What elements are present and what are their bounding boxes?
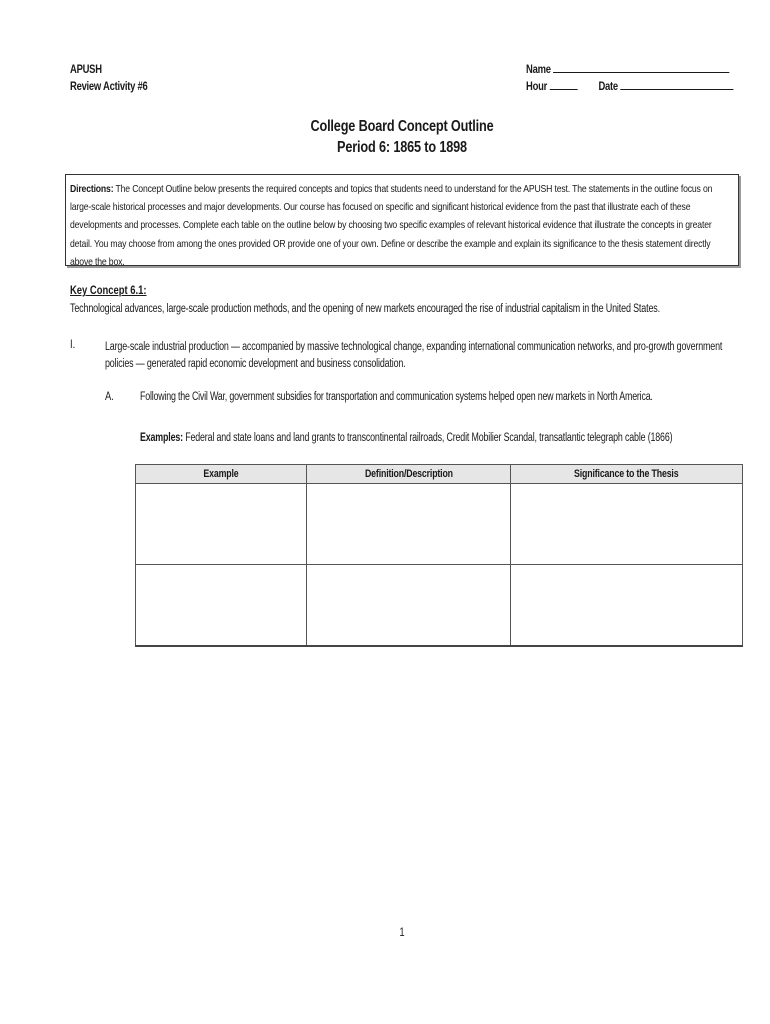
name-label: Name (526, 64, 551, 76)
cell-example-1[interactable] (136, 484, 307, 565)
cell-definition-2[interactable] (306, 565, 511, 647)
examples-line (140, 432, 672, 444)
hour-date-line (526, 79, 733, 96)
header-right (526, 62, 733, 96)
header-example: Example (136, 465, 307, 484)
cell-definition-1[interactable] (306, 484, 511, 565)
header-significance: Significance to the Thesis (511, 465, 743, 484)
cell-example-2[interactable] (136, 565, 307, 647)
key-concept-text: Technological advances, large-scale production methods, and the opening of new markets encouraged the rise of industrial capitalism in the United States. (70, 303, 660, 315)
document-title (72, 116, 731, 158)
hour-blank[interactable] (549, 79, 577, 90)
cell-significance-1[interactable] (511, 484, 743, 565)
section-i-text: Large-scale industrial production — accompanied by massive technological change, expanding international communication networks, and pro-growth government policies — generated rapid economic development and business consolidation. (105, 341, 723, 370)
table-row (136, 565, 743, 647)
title-line-2: Period 6: 1865 to 1898 (337, 139, 467, 156)
header-definition: Definition/Description (306, 465, 511, 484)
evidence-table (135, 464, 743, 647)
table-row (136, 484, 743, 565)
directions-box (65, 174, 739, 266)
directions-text (70, 180, 730, 271)
table-header-row (136, 465, 743, 484)
name-line (526, 62, 733, 79)
section-a-text: Following the Civil War, government subsidies for transportation and communication systems helped open new markets in North America. (140, 391, 653, 403)
activity-name: Review Activity #6 (70, 81, 148, 93)
title-line-1: College Board Concept Outline (310, 118, 494, 135)
date-blank[interactable] (620, 79, 733, 90)
date-label: Date (598, 81, 618, 93)
course-name: APUSH (70, 64, 102, 76)
name-blank[interactable] (553, 62, 729, 73)
header-left (70, 62, 148, 96)
cell-significance-2[interactable] (511, 565, 743, 647)
examples-label: Examples: (140, 432, 183, 444)
page-number: 1 (399, 927, 405, 939)
directions-label: Directions: (70, 183, 114, 195)
directions-body: The Concept Outline below presents the required concepts and topics that students need to understand for the APUSH test. The statements in the outline focus on large-scale historical processes and major developments. Our course has focused on specific and significant historical evidence from the past that illustrate each of these developments and processes. Complete each table on the outline below by choosing two specific examples of relevant historical evidence that illustrate the concepts in greater detail. You may choose from among the ones provided OR provide one of your own. Define or describe the example and explain its significance to the thesis statement directly above the box. (70, 183, 713, 268)
key-concept-heading: Key Concept 6.1: (70, 285, 147, 297)
hour-label: Hour (526, 81, 548, 93)
examples-text: Federal and state loans and land grants to transcontinental railroads, Credit Mobilier Scandal, transatlantic telegraph cable (1866) (182, 432, 673, 444)
section-i-numeral: I. (70, 339, 76, 351)
section-a-letter: A. (105, 391, 114, 403)
